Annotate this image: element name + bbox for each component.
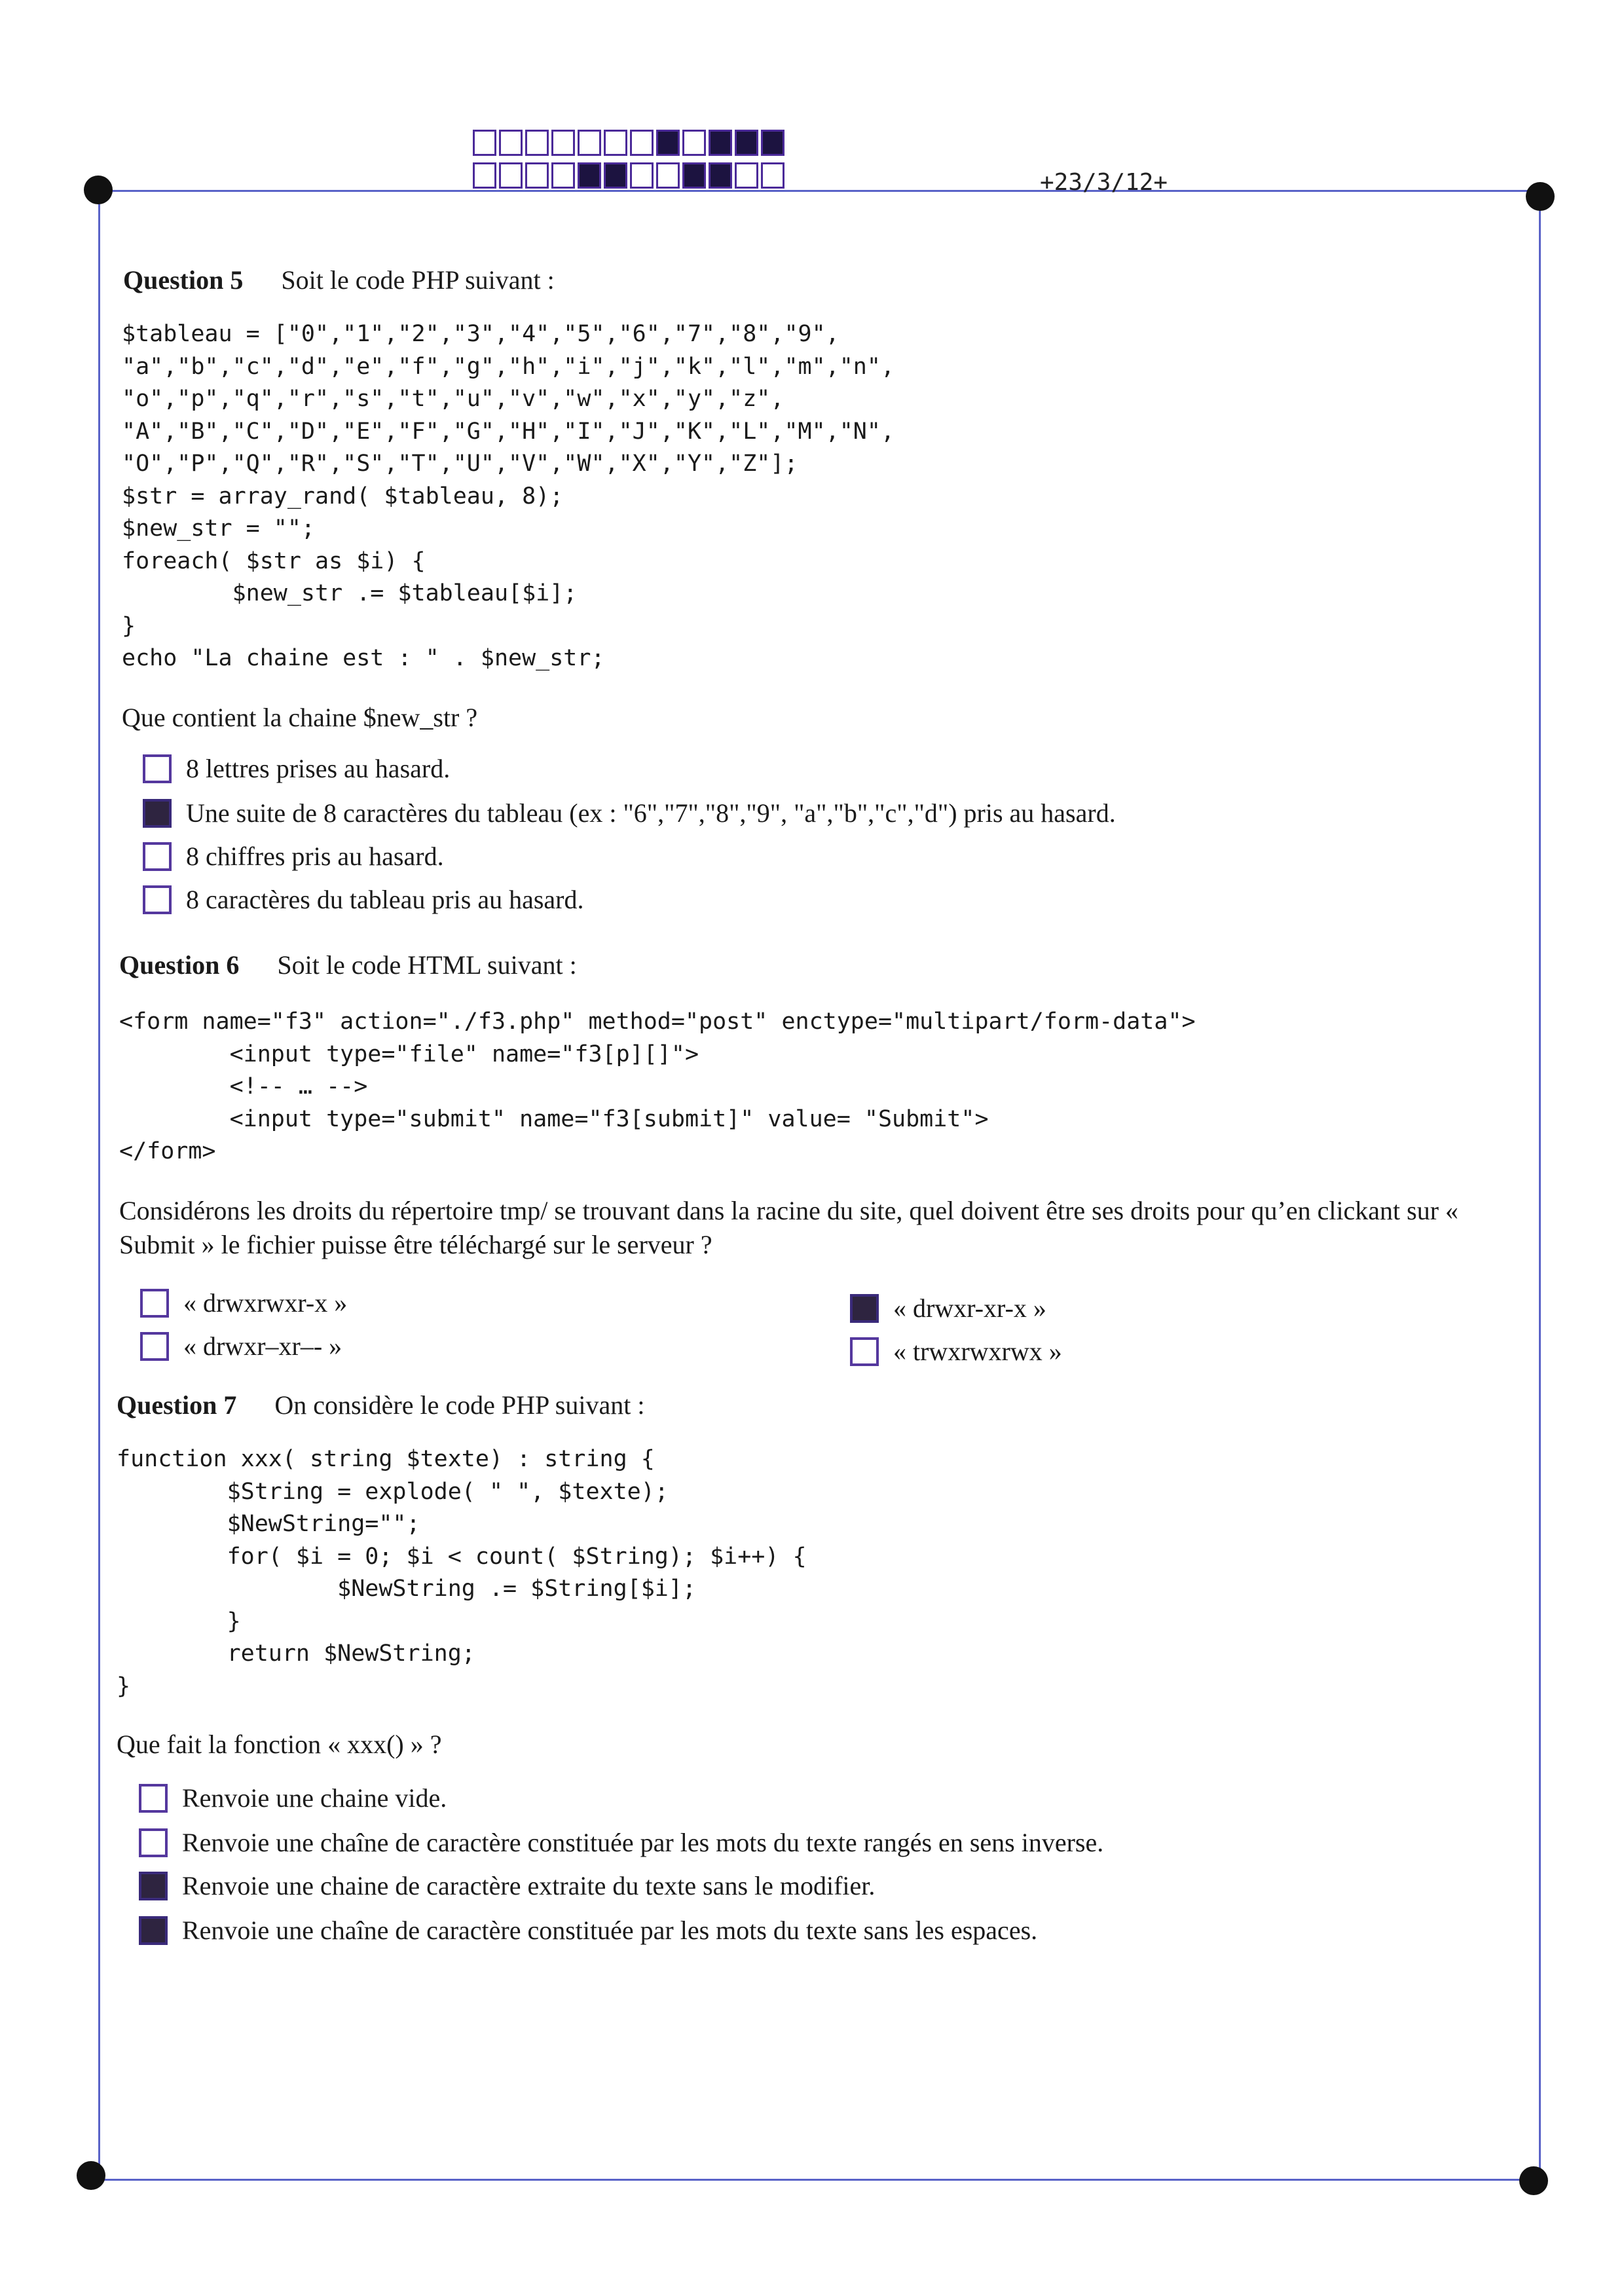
- id-code-cell: [709, 162, 732, 189]
- id-code-cell: [499, 130, 523, 156]
- frame-top-border: [98, 190, 1539, 192]
- answer-option[interactable]: [139, 1827, 1103, 1858]
- question-5-prompt: Que contient la chaine $new_str ?: [122, 703, 478, 732]
- id-code-cell: [709, 130, 732, 156]
- checkbox[interactable]: [140, 1289, 169, 1318]
- id-code-cell: [630, 162, 654, 189]
- option-label: 8 caractères du tableau pris au hasard.: [186, 885, 584, 914]
- id-code-cell: [604, 130, 627, 156]
- registration-mark-top-right: [1526, 182, 1555, 211]
- id-code-cell: [525, 162, 549, 189]
- question-text: On considère le code PHP suivant :: [274, 1390, 645, 1420]
- question-text: Soit le code HTML suivant :: [277, 950, 577, 980]
- checkbox[interactable]: [139, 1828, 168, 1857]
- option-label: Renvoie une chaine de caractère extraite du texte sans le modifier.: [182, 1871, 876, 1900]
- answer-option[interactable]: [139, 1870, 875, 1901]
- question-5-heading: [123, 265, 555, 295]
- id-code-cell: [735, 162, 758, 189]
- option-label: Renvoie une chaine vide.: [182, 1783, 447, 1813]
- id-code-cell: [735, 130, 758, 156]
- question-6-code: <form name="f3" action="./f3.php" method="post" enctype="multipart/form-data"> <input type="file" name="f3[p][]"> <!-- … --> <input type="submit" name="f3[submit]" value= "Submit"> </form>: [119, 1009, 1196, 1164]
- id-code-cell: [551, 162, 575, 189]
- id-code-cell: [473, 130, 496, 156]
- answer-option[interactable]: [139, 1915, 1037, 1946]
- answer-option[interactable]: [850, 1336, 1062, 1367]
- option-label: 8 chiffres pris au hasard.: [186, 842, 444, 871]
- frame-right-border: [1539, 196, 1541, 2181]
- id-code-cell: [604, 162, 627, 189]
- question-6-prompt: Considérons les droits du répertoire tmp/ se trouvant dans la racine du site, quel doivent être ses droits pour qu’en clickant sur « Submit » le fichier puisse être téléchargé sur le serveur ?: [119, 1196, 1459, 1259]
- checkbox[interactable]: [139, 1916, 168, 1945]
- checkbox[interactable]: [850, 1337, 879, 1366]
- checkbox[interactable]: [143, 799, 172, 828]
- id-code-cell: [578, 130, 601, 156]
- checkbox[interactable]: [850, 1294, 879, 1323]
- question-7-prompt: Que fait la fonction « xxx() » ?: [117, 1730, 442, 1759]
- frame-left-border: [98, 190, 100, 2181]
- question-text: Soit le code PHP suivant :: [281, 265, 555, 295]
- question-5-code: $tableau = ["0","1","2","3","4","5","6","7","8","9", "a","b","c","d","e","f","g","h","i","j","k","l","m","n", "o","p","q","r","s","t","u","v","w","x","y","z", "A","B","C","D","E","F","G","H","I","J","K","L","M","N", "O","P","Q","R","S","T","U","V","W","X","Y","Z"]; $str = array_rand( $tableau, 8); $new_str = ""; foreach( $str as $i) { $new_str .= $tableau[$i]; } echo "La chaine est : " . $new_str;: [122, 321, 895, 671]
- option-label: « trwxrwxrwx »: [893, 1337, 1062, 1366]
- checkbox[interactable]: [140, 1332, 169, 1361]
- id-code-cell: [551, 130, 575, 156]
- answer-option[interactable]: [140, 1331, 342, 1361]
- checkbox[interactable]: [139, 1784, 168, 1813]
- id-code-cell: [761, 162, 784, 189]
- checkbox[interactable]: [143, 754, 172, 783]
- id-code-cell: [630, 130, 654, 156]
- answer-option[interactable]: [140, 1287, 347, 1318]
- id-code-cell: [525, 130, 549, 156]
- id-code-row-2: [471, 162, 786, 189]
- question-label: Question 5: [123, 265, 244, 295]
- id-code-cell: [656, 130, 680, 156]
- option-label: Renvoie une chaîne de caractère constituée par les mots du texte rangés en sens inverse.: [182, 1828, 1104, 1857]
- checkbox[interactable]: [143, 842, 172, 871]
- id-code-cell: [473, 162, 496, 189]
- answer-option[interactable]: [143, 841, 444, 872]
- answer-option[interactable]: [143, 753, 450, 784]
- registration-mark-top-left: [84, 176, 113, 204]
- option-label: 8 lettres prises au hasard.: [186, 754, 451, 783]
- frame-bottom-border: [92, 2179, 1532, 2181]
- id-code-cell: [499, 162, 523, 189]
- checkbox[interactable]: [143, 885, 172, 914]
- id-code-cell: [761, 130, 784, 156]
- id-code-cell: [656, 162, 680, 189]
- option-label: Une suite de 8 caractères du tableau (ex : "6","7","8","9", "a","b","c","d") pris au hasard.: [186, 798, 1116, 828]
- id-code-row-1: [471, 130, 786, 156]
- option-label: « drwxrwxr-x »: [183, 1288, 348, 1318]
- registration-mark-bottom-right: [1519, 2166, 1548, 2195]
- question-7-code: function xxx( string $texte) : string { $String = explode( " ", $texte); $NewString=""; for( $i = 0; $i < count( $String); $i++) { $NewString .= $String[$i]; } return $NewString; }: [117, 1446, 807, 1699]
- option-label: « drwxr–xr–- »: [183, 1331, 342, 1361]
- question-7-heading: [117, 1390, 644, 1420]
- answer-option[interactable]: [143, 884, 583, 915]
- question-label: Question 7: [117, 1390, 237, 1420]
- answer-option[interactable]: [139, 1783, 447, 1813]
- registration-mark-bottom-left: [77, 2161, 105, 2190]
- page-id: +23/3/12+: [1040, 169, 1168, 196]
- question-label: Question 6: [119, 950, 240, 980]
- question-6-heading: [119, 950, 577, 980]
- id-code-cell: [578, 162, 601, 189]
- option-label: Renvoie une chaîne de caractère constituée par les mots du texte sans les espaces.: [182, 1916, 1038, 1945]
- id-code-cell: [682, 162, 706, 189]
- answer-option[interactable]: [143, 798, 1116, 828]
- id-code-cell: [682, 130, 706, 156]
- answer-option[interactable]: [850, 1293, 1046, 1324]
- checkbox[interactable]: [139, 1872, 168, 1900]
- option-label: « drwxr-xr-x »: [893, 1293, 1046, 1323]
